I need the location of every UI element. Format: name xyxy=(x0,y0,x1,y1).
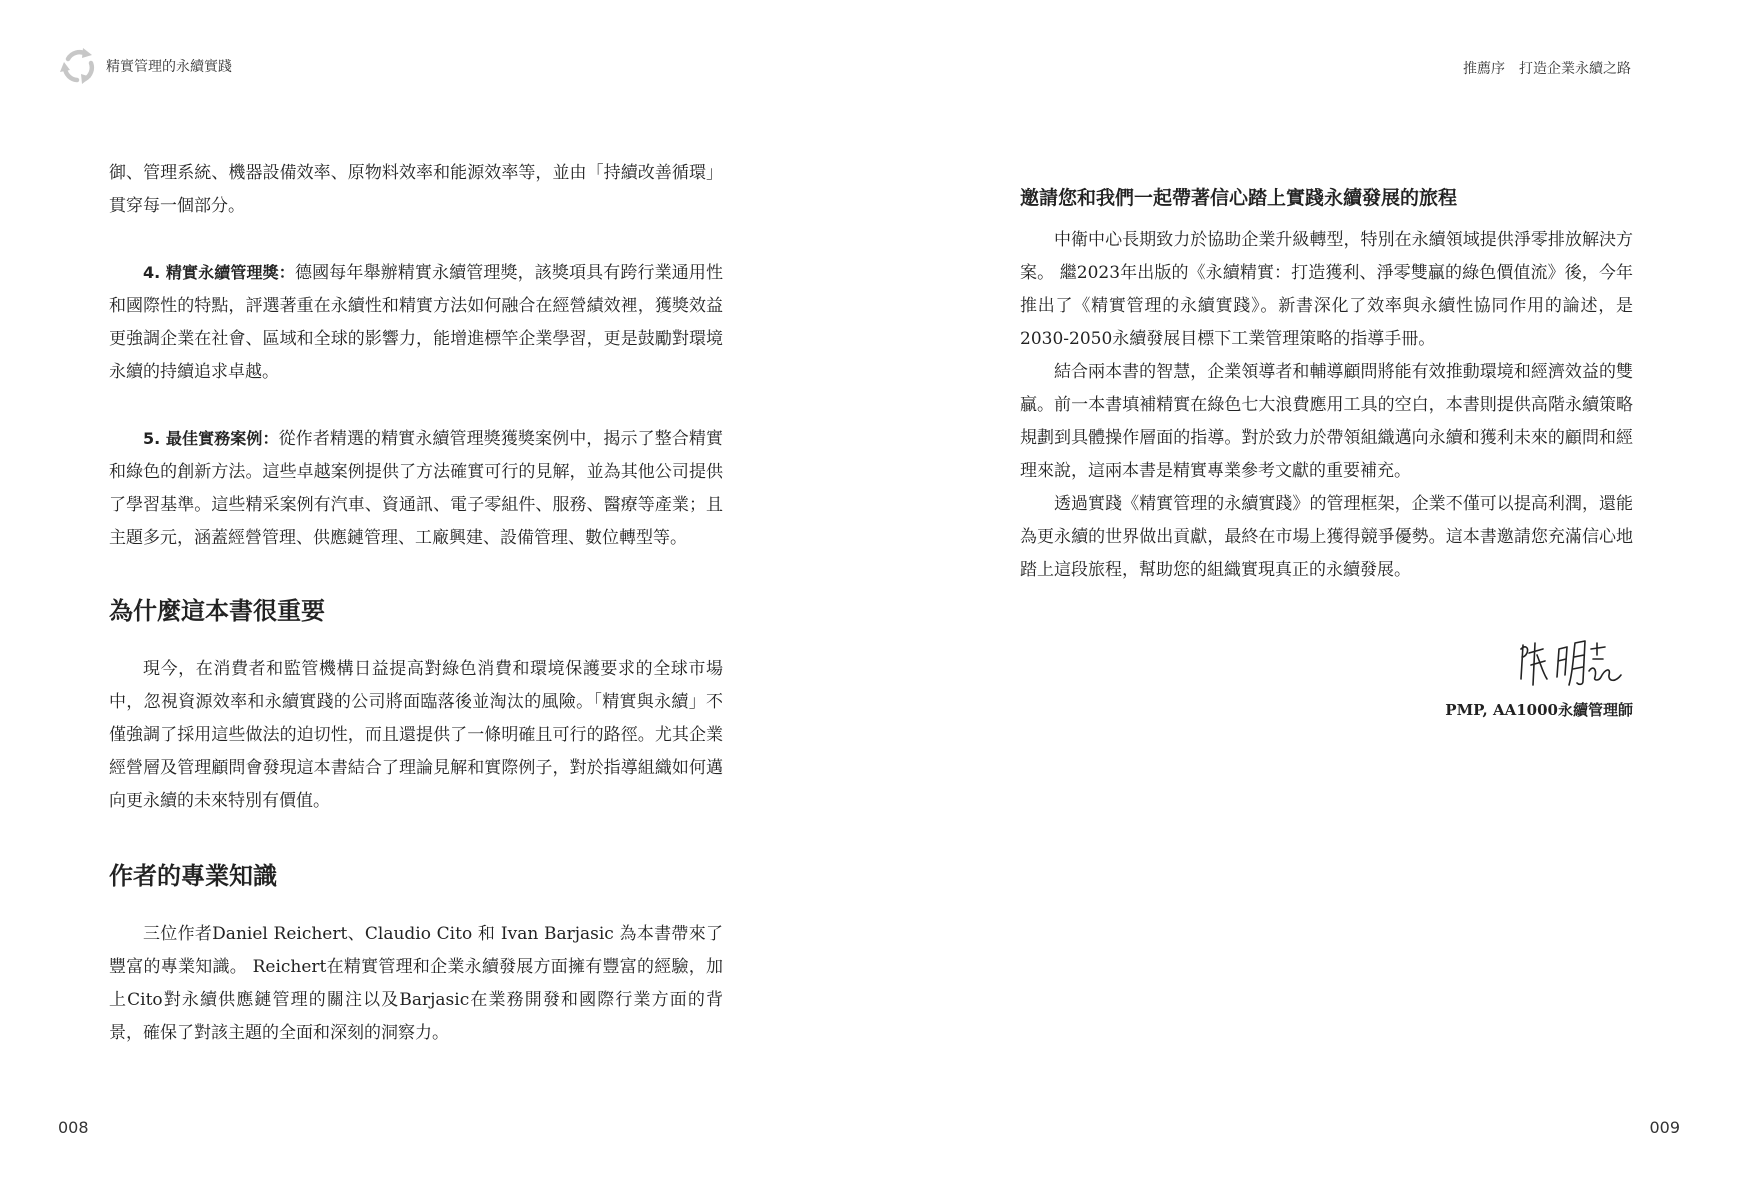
expertise-paragraph: 三位作者Daniel Reichert、Claudio Cito 和 Ivan Barjasic 為本書帶來了豐富的專業知識。 Reichert在精實管理和企業永續發展方面擁有豐富的經驗，加上Cito對永續供應鏈管理的關注以及Barjasic在業務開發和國際行業方面的背景，確保了對該主題的全面和深刻的洞察力。 xyxy=(109,924,723,1043)
signer-title: PMP, AA1000永續管理師 xyxy=(1445,701,1633,719)
right-body xyxy=(1020,182,1633,720)
list-item-5 xyxy=(109,422,723,555)
foreword-paragraph-1: 中衛中心長期致力於協助企業升級轉型，特別在永續領域提供淨零排放解決方案。 繼2023年出版的《永續精實：打造獲利、淨零雙贏的綠色價值流》後，今年推出了《精實管理的永續實踐》。新書深化了效率與永續性協同作用的論述，是2030-2050永續發展目標下工業管理策略的指導手冊。 xyxy=(1020,230,1633,349)
left-page xyxy=(0,0,868,1184)
header-chapter-title: 打造企業永續之路 xyxy=(1519,61,1631,77)
running-title: 精實管理的永續實踐 xyxy=(106,59,232,75)
header-section-label: 推薦序 xyxy=(1463,61,1505,77)
signature-icon xyxy=(1513,635,1633,691)
heading-why-important: 為什麼這本書很重要 xyxy=(109,597,325,625)
list-item-5-label: 5. 最佳實務案例： xyxy=(143,429,279,448)
left-body xyxy=(109,157,723,1050)
page-number-left: 008 xyxy=(58,1118,89,1137)
list-item-4-label: 4. 精實永續管理獎： xyxy=(143,263,295,282)
right-page xyxy=(868,0,1736,1184)
page-number-right: 009 xyxy=(1649,1118,1680,1137)
foreword-paragraph-2: 結合兩本書的智慧，企業領導者和輔導顧問將能有效推動環境和經濟效益的雙贏。前一本書填補精實在綠色七大浪費應用工具的空白，本書則提供高階永續策略規劃到具體操作層面的指導。對於致力於帶領組織邁向永續和獲利未來的顧問和經理來說，這兩本書是精實專業參考文獻的重要補充。 xyxy=(1020,362,1633,481)
list-item-5-text: 從作者精選的精實永續管理獎獲獎案例中，揭示了整合精實和綠色的創新方法。這些卓越案例提供了方法確實可行的見解，並為其他公司提供了學習基準。這些精采案例有汽車、資通訊、電子零組件、服務、醫療等產業；且主題多元，涵蓋經營管理、供應鏈管理、工廠興建、設備管理、數位轉型等。 xyxy=(109,429,723,548)
list-item-4 xyxy=(109,256,723,389)
why-paragraph: 現今，在消費者和監管機構日益提高對綠色消費和環境保護要求的全球市場中，忽視資源效率和永續實踐的公司將面臨落後並淘汰的風險。「精實與永續」不僅強調了採用這些做法的迫切性，而且還提供了一條明確且可行的路徑。尤其企業經營層及管理顧問會發現這本書結合了理論見解和實際例子，對於指導組織如何邁向更永續的未來特別有價值。 xyxy=(109,659,723,811)
list-item-4-text: 德國每年舉辦精實永續管理獎，該獎項具有跨行業通用性和國際性的特點，評選著重在永續性和精實方法如何融合在經營績效裡，獲獎效益更強調企業在社會、區域和全球的影響力，能增進標竿企業學習，更是鼓勵對環境永續的持續追求卓越。 xyxy=(109,263,723,382)
foreword-paragraph-3: 透過實踐《精實管理的永續實踐》的管理框架，企業不僅可以提高利潤，還能為更永續的世界做出貢獻，最終在市場上獲得競爭優勢。這本書邀請您充滿信心地踏上這段旅程，幫助您的組織實現真正的永續發展。 xyxy=(1020,494,1633,580)
handwritten-signature xyxy=(1020,635,1633,695)
heading-author-expertise: 作者的專業知識 xyxy=(109,862,277,890)
recycle-logo-icon xyxy=(56,44,100,88)
foreword-heading: 邀請您和我們一起帶著信心踏上實踐永續發展的旅程 xyxy=(1020,187,1458,209)
running-header-left xyxy=(56,44,232,88)
intro-paragraph: 御、管理系統、機器設備效率、原物料效率和能源效率等，並由「持續改善循環」貫穿每一個部分。 xyxy=(109,163,723,216)
running-header-right xyxy=(1463,58,1631,78)
